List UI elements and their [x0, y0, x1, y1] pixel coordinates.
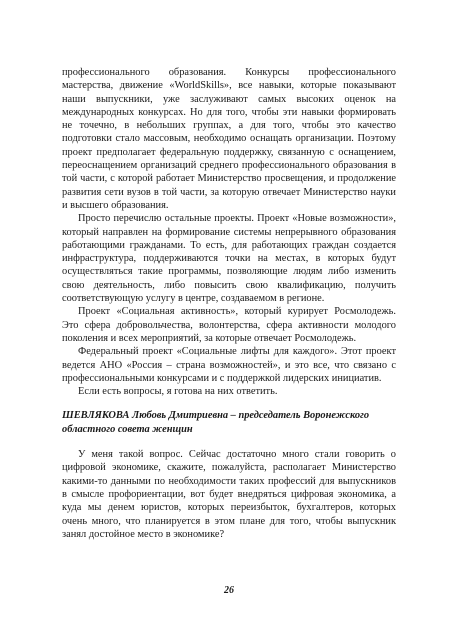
paragraph-questions-offer: Если есть вопросы, я готова на них ответить.: [78, 386, 278, 398]
page-number: 26: [224, 585, 234, 596]
paragraph-social-activity: Проект «Социальная активность», который курирует Росмолодежь. Это сфера добровольчества, волонтерства, сфера активности молодого поколения и всех мероприятий, за которые отвечает Росмолодежь.: [62, 306, 396, 344]
speaker-heading: ШЕВЛЯКОВА Любовь Дмитриевна – председатель Воронежского областного совета женщин: [62, 410, 370, 435]
paragraph-continuation: профессионального образования. Конкурсы профессионального мастерства, движение «WorldSkills», все навыки, которые показывают наши выпускники, уже заслуживают самых высоких оценок на международных конкурсах. Но для того, чтобы эти навыки формировать не точечно, в небольших группах, а для того, чтобы это качество подготовки стало массовым, необходимо оснащать организации. Поэтому проект предполагает федеральную поддержку, связанную с оснащением, переоснащением организаций среднего профессионального образования в той части, с которой работает Министерство просвещения, и продолжение развития сети вузов в той части, за которую отвечает Министерство науки и высшего образования.: [62, 67, 396, 211]
paragraph-question: У меня такой вопрос. Сейчас достаточно много стали говорить о цифровой экономике, скажите, пожалуйста, располагает Министерство какими-то данными по необходимости таких профессий для выпускников в смысле профориентации, вот будет внедряться цифровая экономика, а куда мы денем юристов, которых переизбыток, бухгалтеров, которых очень много, что планируется в этом плане для того, чтобы выпускник занял достойное место в экономике?: [62, 449, 396, 540]
text-block: [62, 66, 396, 541]
paragraph-social-lifts: Федеральный проект «Социальные лифты для каждого». Этот проект ведется АНО «Россия – страна возможностей», и это все, что связано с профессиональными конкурсами и с поддержкой лидерских инициатив.: [62, 346, 396, 384]
paragraph-projects: Просто перечислю остальные проекты. Проект «Новые возможности», который направлен на формирование системы непрерывного образования работающими гражданами. То есть, для работающих граждан создается инфраструктура, поддерживаются точки на местах, в которых будут осуществляться такие программы, позволяющие людям либо изменить свою деятельность, либо повысить свою квалификацию, получить соответствующую услугу в центре, создаваемом в регионе.: [62, 213, 396, 305]
